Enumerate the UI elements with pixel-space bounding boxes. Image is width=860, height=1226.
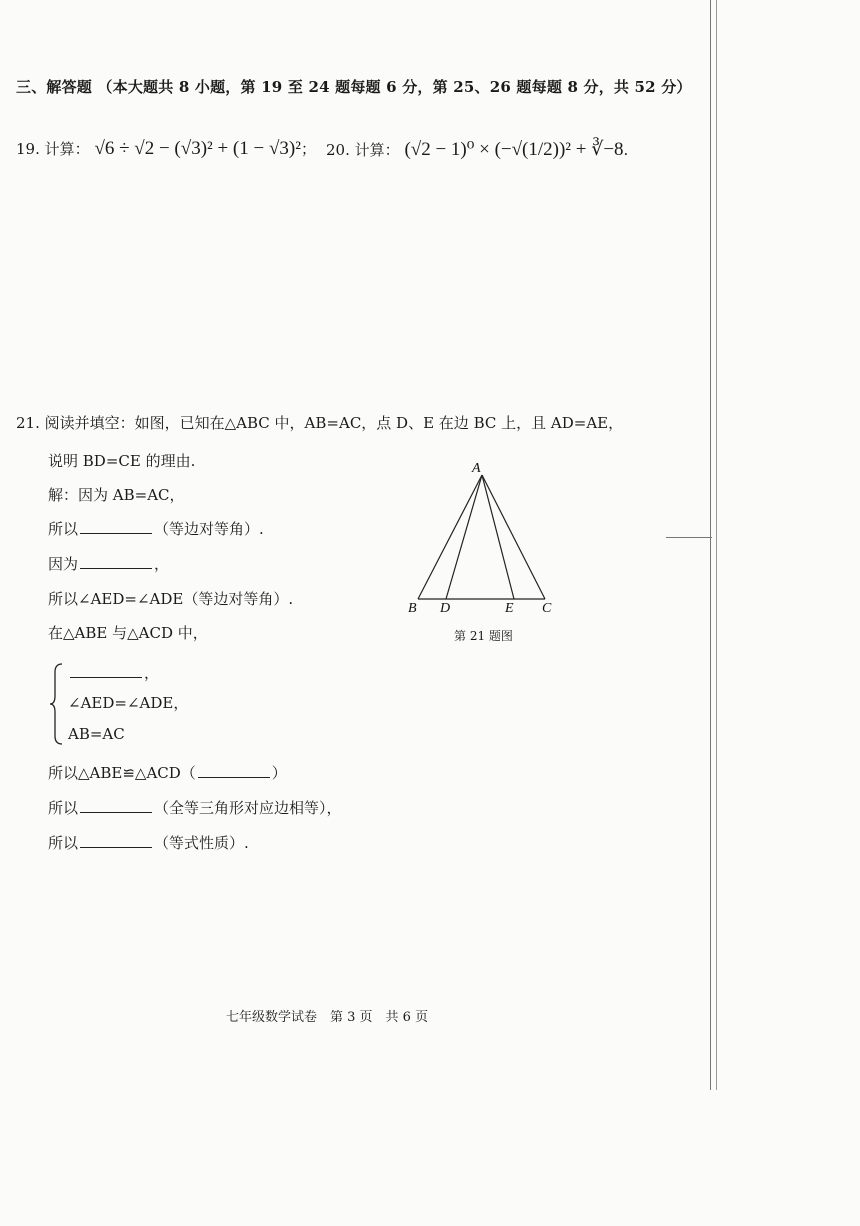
answer-blank[interactable] (70, 663, 142, 678)
question-number: 20. (326, 141, 350, 159)
solution-line-7 (48, 797, 342, 818)
triangle-figure (400, 455, 570, 615)
segment-ae (482, 475, 514, 599)
question-number: 19. (16, 140, 40, 158)
solution-line-1: 解：因为 AB=AC， (48, 486, 185, 504)
separator: ； (300, 140, 316, 158)
line-suffix: （等式性质）. (154, 834, 249, 852)
side-ac (482, 475, 545, 599)
line-suffix: ， (154, 555, 170, 573)
statement-line-2: 说明 BD=CE 的理由. (48, 452, 196, 470)
line-prefix: 所以 (48, 520, 79, 538)
side-ab (418, 475, 482, 599)
math-expression: (√2 − 1)⁰ × (−√(1/2))² + ∛−8 (404, 139, 624, 160)
line-suffix: （等边对等角）. (154, 520, 264, 538)
point-label-e: E (505, 601, 514, 615)
answer-blank[interactable] (198, 763, 270, 778)
question-19 (16, 138, 316, 160)
solution-line-5: 在△ABE 与△ACD 中， (48, 624, 208, 642)
statement-text: 阅读并填空：如图，已知在△ABC 中，AB=AC，点 D、E 在边 BC 上，且 AD=AE， (44, 414, 624, 432)
line-suffix: （全等三角形对应边相等）， (154, 799, 342, 817)
figure-caption: 第 21 题图 (454, 629, 513, 643)
margin-line (710, 0, 711, 1090)
vertex-label-c: C (542, 601, 552, 615)
question-label: 计算： (354, 141, 400, 159)
system-row-1 (68, 662, 159, 683)
section-title: 三、解答题 （本大题共 8 小题，第 19 至 24 题每题 6 分，第 25、26 题每题 8 分，共 52 分） (16, 78, 692, 96)
margin-line (716, 0, 717, 1090)
answer-blank[interactable] (80, 554, 152, 569)
math-expression: √6 ÷ √2 − (√3)² + (1 − √3)² (94, 138, 301, 159)
solution-line-8 (48, 832, 249, 853)
page-footer: 七年级数学试卷 第 3 页 共 6 页 (226, 1010, 429, 1025)
answer-blank[interactable] (80, 519, 152, 534)
vertex-label-b: B (408, 601, 417, 615)
left-brace-icon (48, 660, 68, 748)
segment-ad (446, 475, 482, 599)
answer-blank[interactable] (80, 833, 152, 848)
solution-line-6 (48, 762, 287, 783)
solution-line-3 (48, 553, 169, 574)
row-suffix: ， (144, 664, 160, 682)
answer-blank[interactable] (80, 798, 152, 813)
system-row-3: AB=AC (68, 725, 125, 743)
line-suffix: ） (271, 764, 287, 782)
equation-system (48, 660, 248, 748)
line-prefix: 因为 (48, 555, 79, 573)
line-prefix: 所以△ABE≌△ACD（ (48, 764, 196, 782)
margin-tick (666, 537, 712, 538)
solution-line-4: 所以∠AED=∠ADE（等边对等角）. (48, 590, 294, 608)
solution-line-2 (48, 518, 264, 539)
line-prefix: 所以 (48, 799, 79, 817)
question-21-statement (16, 412, 623, 433)
vertex-label-a: A (472, 461, 481, 476)
period: . (623, 141, 629, 159)
line-prefix: 所以 (48, 834, 79, 852)
question-20 (326, 138, 628, 161)
system-row-2: ∠AED=∠ADE， (68, 694, 189, 712)
point-label-d: D (440, 601, 451, 615)
question-number: 21. (16, 414, 40, 432)
question-label: 计算： (44, 140, 90, 158)
